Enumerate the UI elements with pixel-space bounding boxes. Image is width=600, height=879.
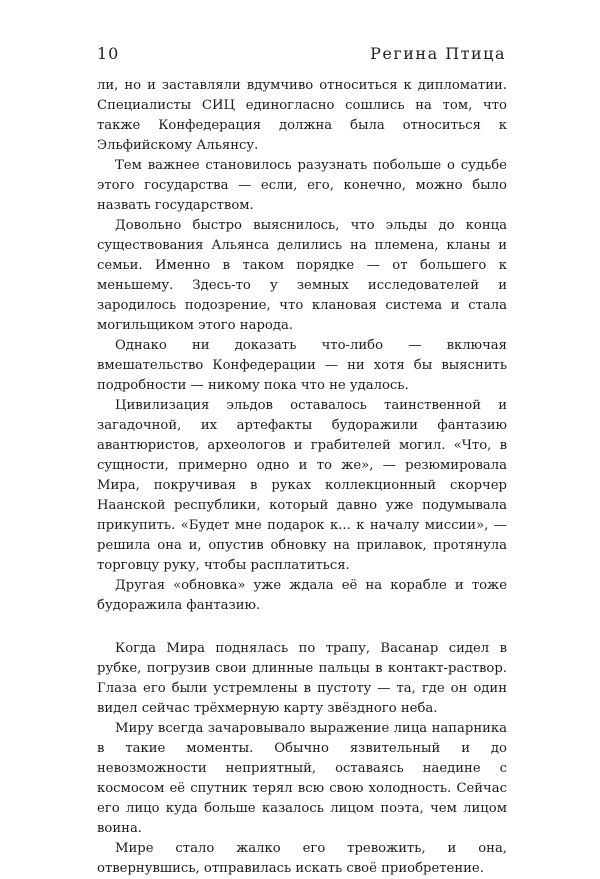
- page-number: 10: [97, 44, 120, 63]
- paragraph: Миру всегда зачаровывало выражение лица напарника в такие моменты. Обычно язвительный и до невозможности неприятный, оставаясь наедине с космосом её спутник терял всю свою холодность. Сейчас его лицо куда больше казалось лицом поэта, чем лицом воина.: [97, 721, 507, 836]
- running-title: Регина Птица: [370, 44, 506, 63]
- page-header: [97, 44, 506, 68]
- paragraph: Однако ни доказать что-либо — включая вмешательство Конфедерации — ни хотя бы выяснить подробности — никому пока что не удалось.: [97, 338, 507, 393]
- paragraph: Тем важнее становилось разузнать побольше о судьбе этого государства — если, его, конечно, можно было назвать государством.: [97, 158, 507, 213]
- paragraph: ли, но и заставляли вдумчиво относиться к дипломатии. Специалисты СИЦ единогласно сошлись на том, что также Конфедерация должна была относиться к Эльфийскому Альянсу.: [97, 78, 507, 153]
- paragraph: Довольно быстро выяснилось, что эльды до конца существования Альянса делились на племена, кланы и семьи. Именно в таком порядке — от большего к меньшему. Здесь-то у земных исследователей и зародилось подозрение, что клановая система и стала могильщиком этого народа.: [97, 218, 507, 333]
- paragraph: Мире стало жалко его тревожить, и она, отвернувшись, отправилась искать своё приобретение.: [97, 841, 507, 876]
- page-body: [97, 76, 507, 879]
- paragraph: Цивилизация эльдов оставалось таинственной и загадочной, их артефакты будоражили фантазию авантюристов, археологов и грабителей могил. «Что, в сущности, примерно одно и то же», — резюмировала Мира, покручивая в руках коллекционный скорчер Наанской республики, который давно уже подумывала прикупить. «Будет мне подарок к... к началу миссии», — решила она и, опустив обновку на прилавок, протянула торговцу руку, чтобы расплатиться.: [97, 398, 507, 573]
- paragraph: Когда Мира поднялась по трапу, Васанар сидел в рубке, погрузив свои длинные пальцы в контакт-раствор. Глаза его были устремлены в пустоту — та, где он один видел сейчас трёхмерную карту звёздного неба.: [97, 641, 507, 716]
- section-break: [97, 616, 507, 639]
- paragraph: Другая «обновка» уже ждала её на корабле и тоже будоражила фантазию.: [97, 578, 507, 613]
